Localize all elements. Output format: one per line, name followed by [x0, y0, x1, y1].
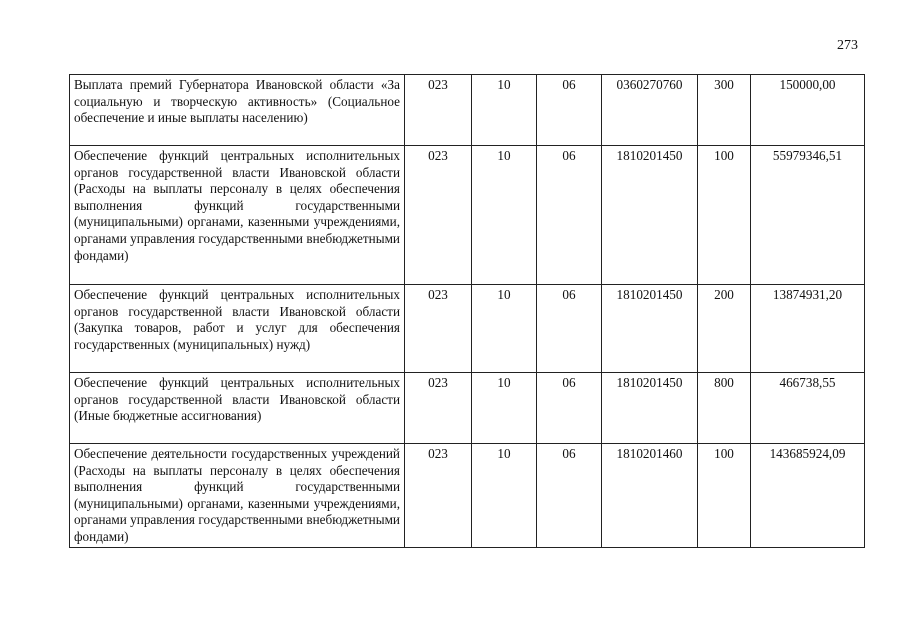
row-ministry-code: 023	[405, 285, 472, 373]
row-ministry-code: 023	[405, 75, 472, 146]
table-row	[70, 444, 865, 548]
row-description: Обеспечение функций центральных исполнительных органов государственной власти Ивановской области (Иные бюджетные ассигнования)	[70, 373, 405, 444]
row-subsection-code: 06	[537, 75, 602, 146]
row-subsection-code: 06	[537, 373, 602, 444]
budget-table	[69, 74, 865, 548]
row-subsection-code: 06	[537, 444, 602, 548]
row-section-code: 10	[472, 146, 537, 285]
row-expense-type: 100	[698, 146, 751, 285]
page-number: 273	[837, 38, 858, 53]
row-target-article: 1810201450	[602, 146, 698, 285]
row-section-code: 10	[472, 373, 537, 444]
row-description: Выплата премий Губернатора Ивановской области «За социальную и творческую активность» (Социальное обеспечение и иные выплаты населению)	[70, 75, 405, 146]
row-section-code: 10	[472, 75, 537, 146]
row-amount: 466738,55	[751, 373, 865, 444]
row-description: Обеспечение функций центральных исполнительных органов государственной власти Ивановской области (Расходы на выплаты персоналу в целях обеспечения выполнения функций государственными (муниципальными) органами, казенными учреждениями, органами управления государственными внебюджетными фондами)	[70, 146, 405, 285]
row-amount: 55979346,51	[751, 146, 865, 285]
row-section-code: 10	[472, 444, 537, 548]
table-row	[70, 146, 865, 285]
table-row	[70, 75, 865, 146]
table-row	[70, 373, 865, 444]
row-expense-type: 200	[698, 285, 751, 373]
row-ministry-code: 023	[405, 146, 472, 285]
row-subsection-code: 06	[537, 146, 602, 285]
row-target-article: 1810201450	[602, 285, 698, 373]
row-target-article: 1810201460	[602, 444, 698, 548]
row-subsection-code: 06	[537, 285, 602, 373]
row-expense-type: 800	[698, 373, 751, 444]
row-expense-type: 300	[698, 75, 751, 146]
row-section-code: 10	[472, 285, 537, 373]
row-expense-type: 100	[698, 444, 751, 548]
row-target-article: 1810201450	[602, 373, 698, 444]
row-amount: 13874931,20	[751, 285, 865, 373]
table-row	[70, 285, 865, 373]
row-ministry-code: 023	[405, 444, 472, 548]
row-amount: 150000,00	[751, 75, 865, 146]
row-amount: 143685924,09	[751, 444, 865, 548]
row-description: Обеспечение функций центральных исполнительных органов государственной власти Ивановской области (Закупка товаров, работ и услуг для обеспечения государственных (муниципальных) нужд)	[70, 285, 405, 373]
row-description: Обеспечение деятельности государственных учреждений (Расходы на выплаты персоналу в целях обеспечения выполнения функций государственными (муниципальными) органами, казенными учреждениями, органами управления государственными внебюджетными фондами)	[70, 444, 405, 548]
row-ministry-code: 023	[405, 373, 472, 444]
row-target-article: 0360270760	[602, 75, 698, 146]
